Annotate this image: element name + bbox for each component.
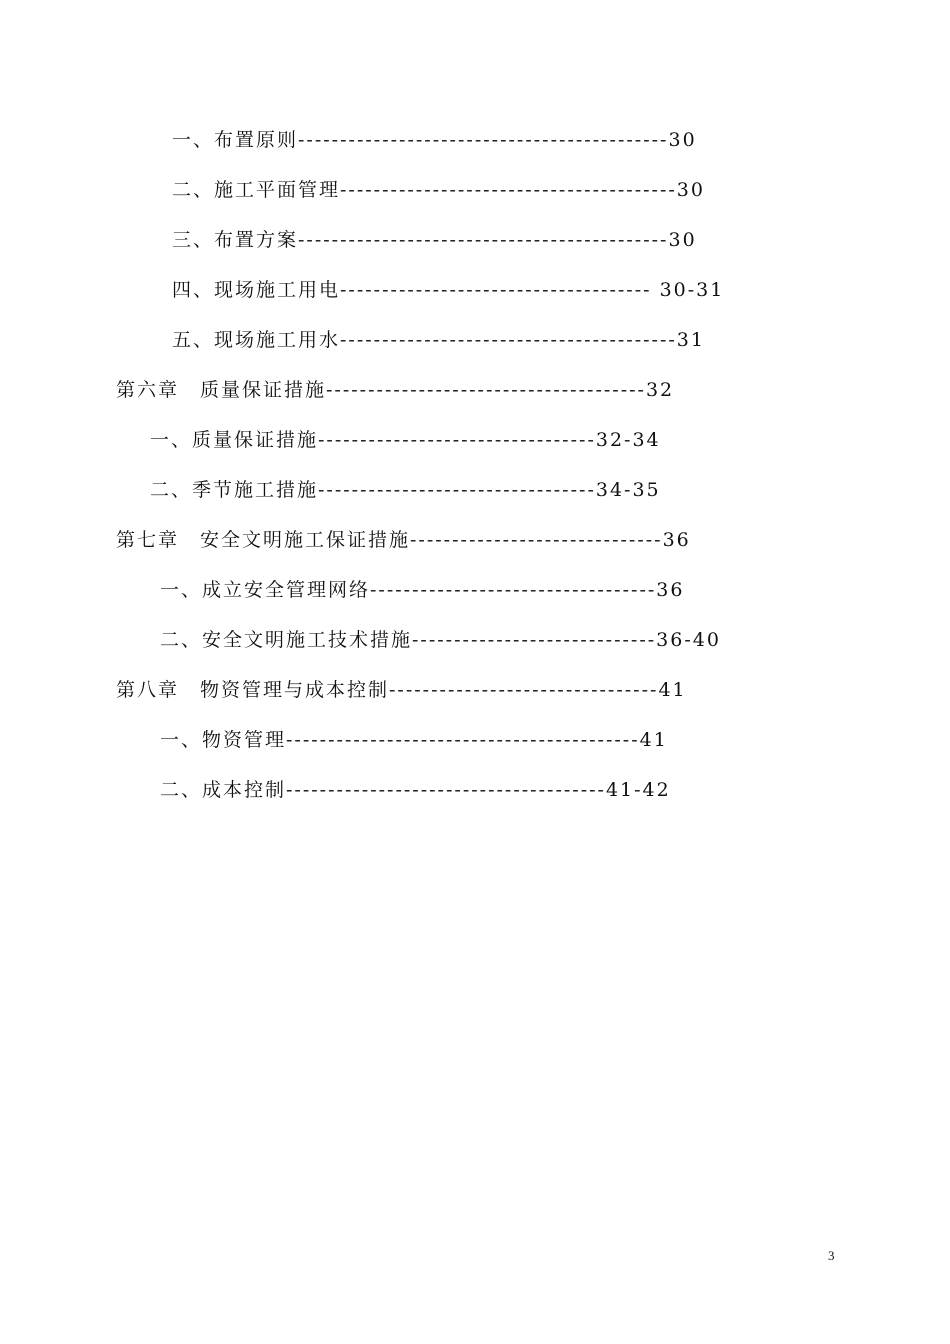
toc-line-1: 一、布置原则--------------------------------------------30: [172, 129, 697, 151]
toc-line-4: 四、现场施工用电------------------------------------- 30-31: [172, 279, 725, 301]
toc-line-7: 二、季节施工措施---------------------------------34-35: [150, 479, 661, 501]
toc-line-10: 一、物资管理------------------------------------------41: [160, 729, 668, 751]
toc-line-6: 一、质量保证措施---------------------------------32-34: [150, 429, 661, 451]
toc-line-8: 一、成立安全管理网络----------------------------------36: [160, 579, 685, 601]
toc-line-9: 二、安全文明施工技术措施-----------------------------36-40: [160, 629, 721, 651]
toc-line-2: 二、施工平面管理----------------------------------------30: [172, 179, 705, 201]
toc-line-5: 五、现场施工用水----------------------------------------31: [172, 329, 705, 351]
toc-chapter-8: 第八章 物资管理与成本控制--------------------------------41: [116, 679, 687, 701]
toc-line-11: 二、成本控制--------------------------------------41-42: [160, 779, 671, 801]
page-number: 3: [828, 1248, 835, 1263]
toc-chapter-7: 第七章 安全文明施工保证措施------------------------------36: [116, 529, 691, 551]
toc-chapter-6: 第六章 质量保证措施--------------------------------------32: [116, 379, 675, 401]
toc-line-3: 三、布置方案--------------------------------------------30: [172, 229, 697, 251]
